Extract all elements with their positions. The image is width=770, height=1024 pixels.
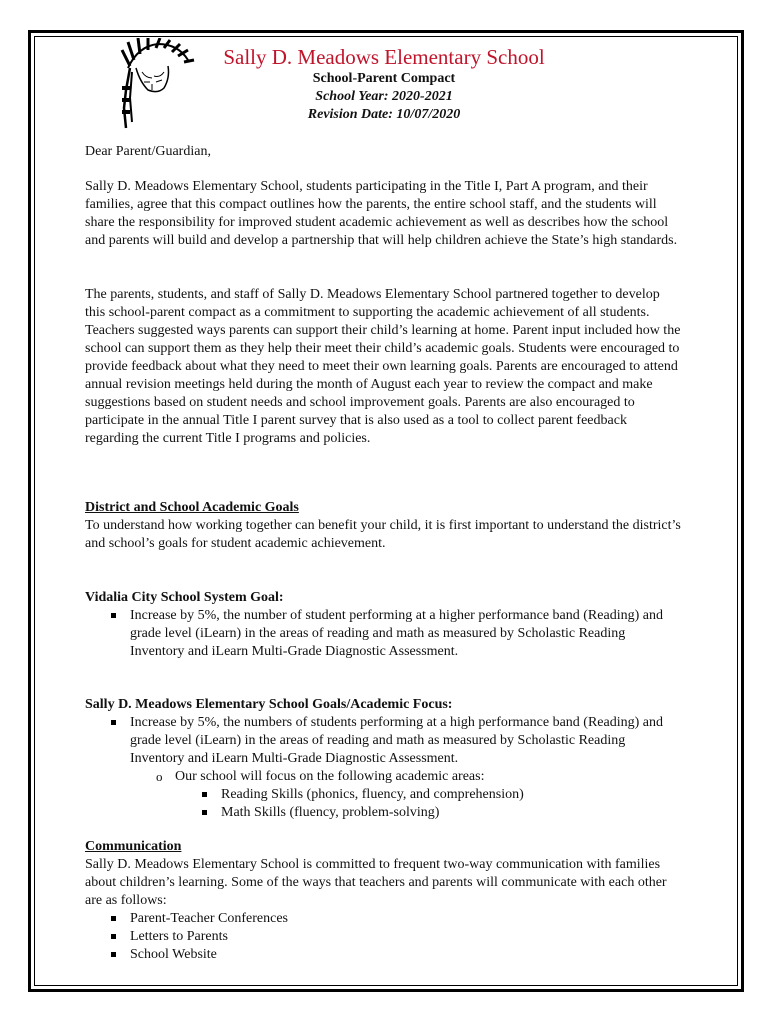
list-item: Reading Skills (phonics, fluency, and comprehension) bbox=[221, 786, 683, 804]
communication-text: Sally D. Meadows Elementary School is committed to frequent two-way communication with families about children’s learning. Some of the ways that teachers and parents will communicate with each other are as follows: bbox=[85, 857, 667, 908]
district-goals-section bbox=[85, 499, 683, 553]
school-goals-subitem bbox=[85, 768, 683, 786]
academic-areas-list bbox=[85, 786, 683, 822]
bullet-marker bbox=[202, 810, 207, 815]
bullet-marker bbox=[111, 613, 116, 618]
greeting: Dear Parent/Guardian, bbox=[85, 144, 211, 159]
bullet-marker bbox=[111, 916, 116, 921]
bullet-marker bbox=[111, 720, 116, 725]
bullet-marker bbox=[202, 792, 207, 797]
list-item: Math Skills (fluency, problem-solving) bbox=[221, 804, 683, 822]
vidalia-goal-section bbox=[85, 589, 683, 661]
document-header bbox=[180, 44, 588, 124]
document-title: School-Parent Compact bbox=[312, 71, 456, 86]
vidalia-goal-bullet bbox=[85, 607, 683, 661]
communication-list bbox=[85, 910, 683, 964]
bullet-marker bbox=[111, 934, 116, 939]
school-goals-subtext: Our school will focus on the following academic areas: bbox=[175, 769, 485, 784]
school-goals-section bbox=[85, 696, 683, 822]
communication-heading: Communication bbox=[85, 839, 182, 854]
school-year: School Year: 2020-2021 bbox=[315, 89, 453, 104]
revision-date: Revision Date: 10/07/2020 bbox=[307, 107, 461, 122]
list-item: School Website bbox=[130, 946, 683, 964]
district-goals-heading: District and School Academic Goals bbox=[85, 500, 299, 515]
vidalia-goal-text: Increase by 5%, the number of student performing at a higher performance band (Reading) and grade level (iLearn) in the areas of reading and math as measured by Scholastic Reading Inventory and iLearn Multi-Grade Diagnostic Assessment. bbox=[130, 608, 663, 659]
circle-marker: o bbox=[156, 769, 163, 784]
intro-paragraph: Sally D. Meadows Elementary School, students participating in the Title I, Part A program, and their families, agree that this compact outlines how the parents, the entire school staff, and the students will share the responsibility for improved student academic achievement as well as describes how the school and parents will build and develop a partnership that will help children achieve the State’s high standards. bbox=[85, 179, 678, 248]
communication-section bbox=[85, 838, 683, 964]
partnership-paragraph: The parents, students, and staff of Sally D. Meadows Elementary School partnered together to develop this school-parent compact as a commitment to supporting the academic achievement of all students. Teachers suggested ways parents can support their child’s learning at home. Parent input included how the school can support them as they help their meet their child’s academic goals. Students were encouraged to provide feedback about what they need to meet their own learning goals. Parents are encouraged to attend annual revision meetings held during the month of August each year to review the compact and make suggestions based on student needs and school improvement goals. Parents are also encouraged to participate in the annual Title I parent survey that is also used as a tool to collect parent feedback regarding the current Title I programs and policies. bbox=[85, 287, 681, 446]
bullet-marker bbox=[111, 952, 116, 957]
district-goals-text: To understand how working together can benefit your child, it is first important to understand the district’s and school’s goals for student academic achievement. bbox=[85, 518, 681, 551]
school-name: Sally D. Meadows Elementary School bbox=[223, 45, 545, 69]
vidalia-goal-heading: Vidalia City School System Goal: bbox=[85, 590, 284, 605]
list-item: Parent-Teacher Conferences bbox=[130, 910, 683, 928]
school-goals-heading: Sally D. Meadows Elementary School Goals/Academic Focus: bbox=[85, 697, 453, 712]
school-goals-text: Increase by 5%, the numbers of students performing at a high performance band (Reading) and grade level (iLearn) in the areas of reading and math as measured by Scholastic Reading Inventory and iLearn Multi-Grade Diagnostic Assessment. bbox=[130, 715, 663, 766]
school-goals-bullet bbox=[85, 714, 683, 768]
list-item: Letters to Parents bbox=[130, 928, 683, 946]
